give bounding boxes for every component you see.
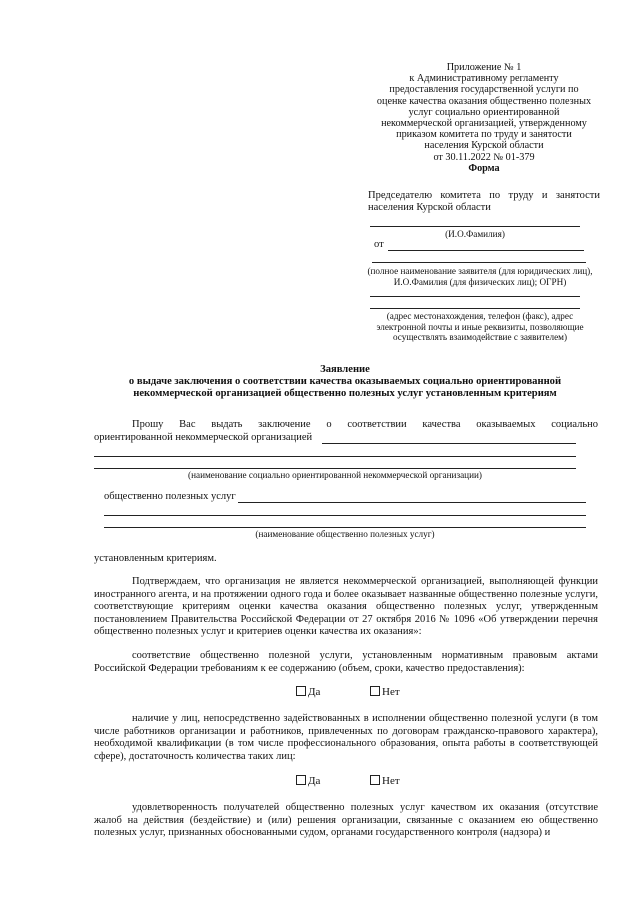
services-line-3[interactable] [104, 527, 586, 528]
addressee-text: Председателю комитета по труду и занятости населения Курской области [368, 190, 600, 213]
annex-line: некоммерческой организацией, утвержденному [381, 118, 587, 130]
services-line-1[interactable] [238, 502, 586, 503]
checkbox-icon[interactable] [370, 686, 380, 696]
form-label: Форма [468, 162, 500, 174]
location-caption: (адрес местонахождения, телефон (факс), адрес электронной почты и иные реквизиты, позволяющие осуществлять взаимодействие с заявителем) [376, 311, 584, 342]
criteria-text: установленным критериям. [94, 553, 217, 564]
annex-line: населения Курской области [424, 140, 544, 152]
annex-line: к Административному регламенту [409, 73, 559, 85]
services-line-2[interactable] [104, 515, 586, 516]
title-line: некоммерческой организацией общественно полезных услуг установленным критериям [133, 388, 557, 399]
applicant-line-1[interactable] [388, 250, 584, 251]
request-cont: ориентированной некоммерческой организацией [94, 432, 313, 443]
services-label: общественно полезных услуг [104, 491, 236, 502]
confirm-paragraph: Подтверждаем, что организация не является некоммерческой организацией, выполняющей функции иностранного агента, и на протяжении одного года и более оказывает названные общественно полезные услуги, соответствующие критериям оценки качества оказания общественно полезных услуг, утвержденным постановлением Правительства Российской Федерации от 27 октября 2016 № 1096 «Об утверждении перечня общественно полезных услуг и критериев оценки качества их оказания»: [94, 576, 598, 638]
title-line: Заявление [320, 364, 370, 375]
checkbox-icon[interactable] [296, 686, 306, 696]
checkbox-icon[interactable] [370, 775, 380, 785]
checkbox-icon[interactable] [296, 775, 306, 785]
no-option[interactable]: Нет [370, 686, 400, 698]
location-line-2[interactable] [370, 308, 580, 309]
annex-line: Приложение № 1 [446, 62, 522, 73]
title-line: о выдаче заключения о соответствии качества оказываемых социально ориентированной [128, 376, 562, 387]
annex-line: услуг социально ориентированной [408, 106, 560, 118]
fio-caption: (И.О.Фамилия) [445, 229, 505, 239]
annex-line: от 30.11.2022 № 01-379 [433, 151, 535, 163]
no-option[interactable]: Нет [370, 775, 400, 787]
annex-line: предоставления государственной услуги по [389, 84, 579, 96]
org-line-2[interactable] [94, 456, 576, 457]
from-label: от [374, 239, 384, 250]
criterion-satisfaction: удовлетворенность получателей общественно полезных услуг качеством их оказания (отсутствие жалоб на действия (бездействие) и (или) решения организации, связанные с оказанием ею общественно полезных услуг, признанных обоснованными судом, органами государственного контроля (надзора) и [94, 802, 598, 839]
org-line-3[interactable] [94, 468, 576, 469]
applicant-caption: (полное наименование заявителя (для юридических лиц), И.О.Фамилия (для физических лиц); ОГРН) [367, 266, 593, 287]
document-title [90, 364, 600, 400]
services-caption: (наименование общественно полезных услуг) [255, 529, 435, 539]
yes-option[interactable]: Да [296, 686, 320, 698]
applicant-line-2[interactable] [372, 262, 586, 263]
yes-option[interactable]: Да [296, 775, 320, 787]
location-line-1[interactable] [370, 296, 580, 297]
criterion-content: соответствие общественно полезной услуги, установленным нормативным правовым актами Российской Федерации требованиям к ее содержанию (объем, сроки, качество предоставления): [94, 650, 598, 674]
annex-line: оценке качества оказания общественно полезных [376, 95, 592, 107]
annex-block [350, 62, 618, 174]
org-caption: (наименование социально ориентированной некоммерческой организации) [188, 470, 482, 480]
criterion-qualification: наличие у лиц, непосредственно задействованных в исполнении общественно полезной услуги (в том числе работников организации и работников, привлеченных по договорам гражданско-правового характера), необходимой квалификации (в том числе профессионального образования, опыта работы в соответствующей сфере), достаточность количества таких лиц: [94, 713, 598, 762]
org-line-1[interactable] [322, 443, 576, 444]
request-text: Прошу Вас выдать заключение о соответствии качества оказываемых социально [132, 419, 598, 430]
fio-line[interactable] [370, 226, 580, 227]
annex-line: приказом комитета по труду и занятости [396, 129, 572, 141]
